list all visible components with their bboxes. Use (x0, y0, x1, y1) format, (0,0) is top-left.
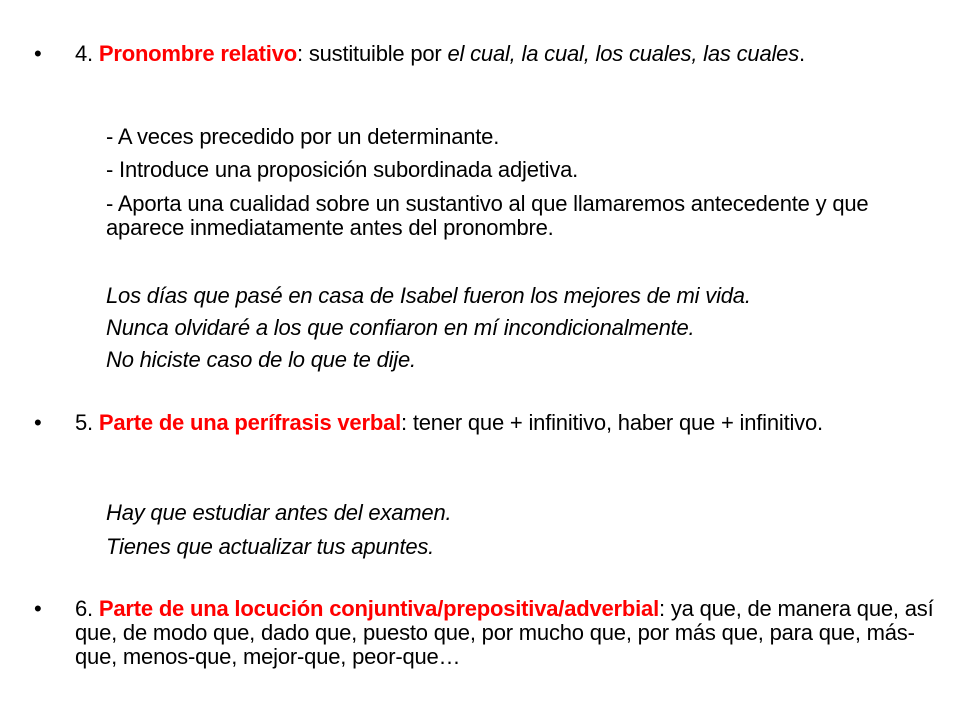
item-number: 5. (75, 410, 93, 435)
item-number: 4. (75, 41, 93, 66)
bullet-marker: • (34, 596, 42, 621)
example-sentence: Nunca olvidaré a los que confiaron en mí incondicionalmente. (106, 315, 695, 340)
item-keyword: Parte de una perífrasis verbal (98, 410, 402, 435)
bullet-marker: • (34, 41, 42, 66)
example-sentence: No hiciste caso de lo que te dije. (106, 347, 416, 372)
item-description: : ya que, de manera que, así que, de modo que, dado que, puesto que, por mucho que, por más que, para que, más-que, menos-que, mejor-que, peor-que… (75, 596, 934, 669)
item-number: 6. (75, 596, 93, 621)
item-4-text (75, 42, 955, 66)
item-keyword: Pronombre relativo (98, 41, 297, 66)
example-sentence: Hay que estudiar antes del examen. (106, 500, 452, 525)
note-line: - A veces precedido por un determinante. (106, 124, 500, 149)
item-examples: el cual, la cual, los cuales, las cuales (447, 41, 800, 66)
item-keyword: Parte de una locución conjuntiva/prepositiva/adverbial (98, 596, 660, 621)
item-5-text (75, 411, 955, 435)
item-description: : sustituible por (297, 41, 448, 66)
example-sentence: Los días que pasé en casa de Isabel fueron los mejores de mi vida. (106, 283, 751, 308)
note-line: - Introduce una proposición subordinada adjetiva. (106, 157, 579, 182)
item-end: . (799, 41, 805, 66)
item-6-text (75, 597, 955, 669)
item-description: : tener que + infinitivo, haber que + infinitivo. (401, 410, 823, 435)
note-line: - Aporta una cualidad sobre un sustantivo al que llamaremos antecedente y que aparece inmediatamente antes del pronombre. (106, 191, 869, 240)
bullet-marker: • (34, 410, 42, 435)
example-sentence: Tienes que actualizar tus apuntes. (106, 534, 435, 559)
